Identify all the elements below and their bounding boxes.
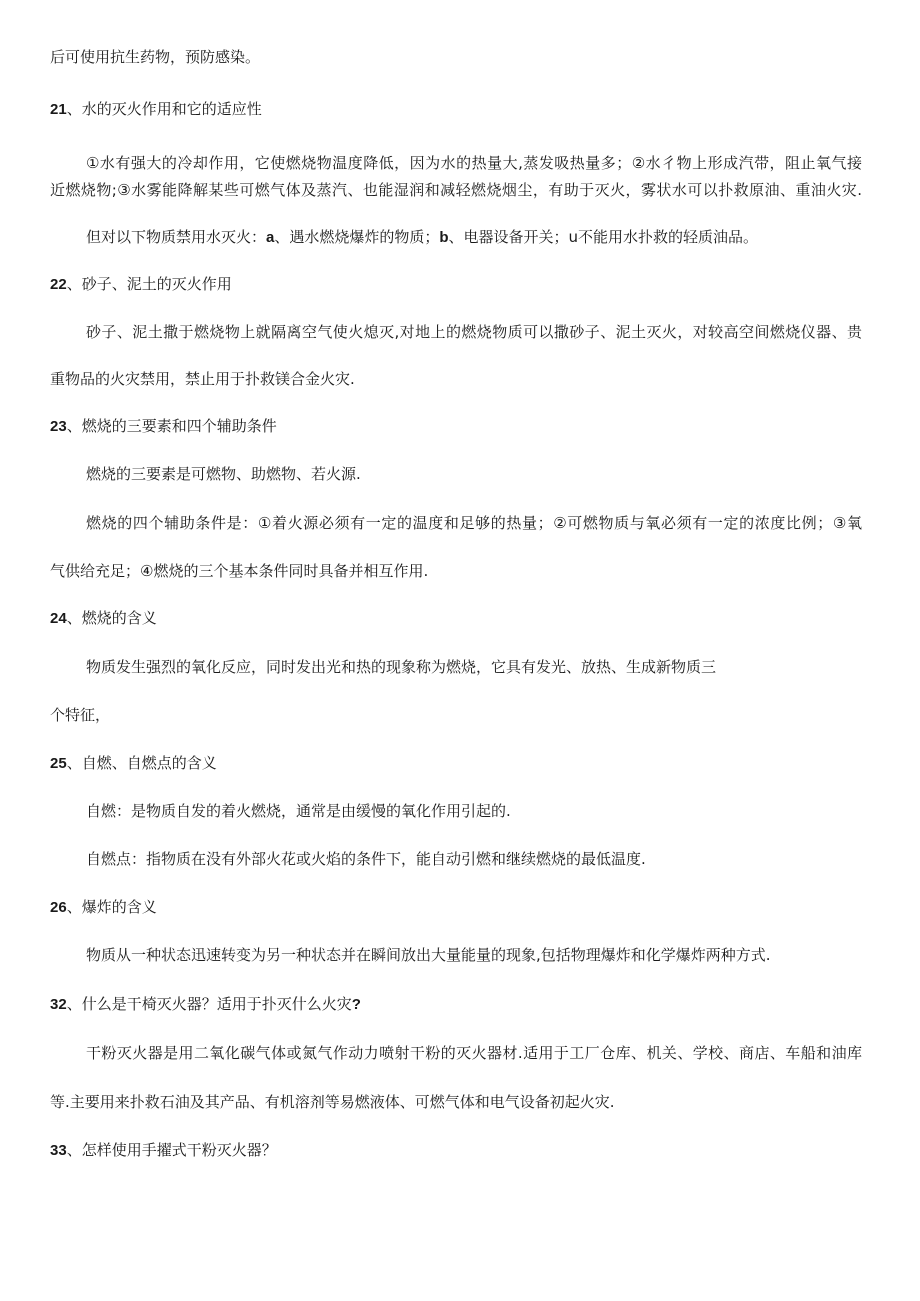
paragraph-line: 自燃点：指物质在没有外部火花或火焰的条件下，能自动引燃和继续燃烧的最低温度.: [86, 850, 646, 868]
section-heading-21: 21、水的灭火作用和它的适应性: [50, 100, 262, 118]
paragraph-line: 物质发生强烈的氧化反应，同时发出光和热的现象称为燃烧，它具有发光、放热、生成新物质三: [86, 658, 717, 676]
paragraph-line: 重物品的火灾禁用，禁止用于扑救镁合金火灾.: [50, 370, 355, 388]
section-heading-23: 23、燃烧的三要素和四个辅助条件: [50, 417, 277, 435]
paragraph-line: 砂子、泥土撒于燃烧物上就隔离空气使火熄灭,对地上的燃烧物质可以撒砂子、泥土灭火，对较高空间燃烧仪器、贵: [86, 323, 862, 341]
paragraph-line: 气供给充足；④燃烧的三个基本条件同时具备并相互作用.: [50, 562, 429, 580]
paragraph-line: 燃烧的三要素是可燃物、助燃物、若火源.: [86, 465, 361, 483]
paragraph-line: 干粉灭火器是用二氧化碳气体或氮气作动力喷射干粉的灭火器材.适用于工厂仓库、机关、学校、商店、车船和油库: [86, 1044, 862, 1062]
section-heading-26: 26、爆炸的含义: [50, 898, 157, 916]
section-heading-32: 32、什么是干椅灭火器？适用于扑灭什么火灾?: [50, 995, 361, 1013]
section-heading-33: 33、怎样使用手擢式干粉灭火器？: [50, 1141, 277, 1159]
paragraph-line: 个特征，: [50, 706, 111, 724]
paragraph-line: ①水有强大的冷却作用，它使燃烧物温度降低，因为水的热量大,蒸发吸热量多；②水彳物上形成汽带，阻止氧气接: [86, 154, 862, 172]
section-heading-22: 22、砂子、泥土的灭火作用: [50, 275, 232, 293]
paragraph-line: 物质从一种状态迅速转变为另一种状态并在瞬间放出大量能量的现象,包括物理爆炸和化学爆炸两种方式.: [86, 946, 771, 964]
section-heading-24: 24、燃烧的含义: [50, 609, 157, 627]
paragraph-line: 燃烧的四个辅助条件是：①着火源必须有一定的温度和足够的热量；②可燃物质与氧必须有一定的浓度比例；③氧: [86, 514, 862, 532]
paragraph-line: 近燃烧物;③水雾能降解某些可燃气体及蒸汽、也能湿润和减轻燃烧烟尘，有助于灭火，雾状水可以扑救原油、重油火灾.: [50, 181, 862, 199]
paragraph-line: 等.主要用来扑救石油及其产品、有机溶剂等易燃液体、可燃气体和电气设备初起火灾.: [50, 1093, 615, 1111]
section-heading-25: 25、自燃、自燃点的含义: [50, 754, 217, 772]
paragraph-line: 但对以下物质禁用水灭火：a、遇水燃烧爆炸的物质；b、电器设备开关；u不能用水扑救的轻质油品。: [86, 228, 759, 246]
paragraph-line: 后可使用抗生药物，预防感染。: [50, 48, 261, 66]
paragraph-line: 自燃：是物质自发的着火燃烧，通常是由缓慢的氧化作用引起的.: [86, 802, 511, 820]
